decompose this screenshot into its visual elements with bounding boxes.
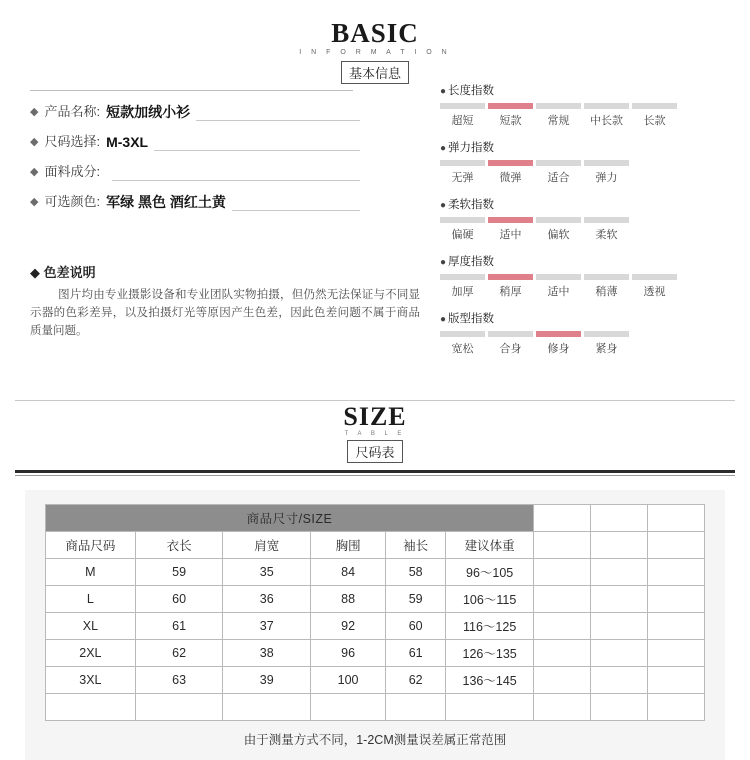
table-row [46,559,705,586]
index-bars [440,274,730,280]
table-cell [591,613,648,640]
size-table [45,504,705,721]
table-cell: 96 [311,640,386,667]
size-table-note: 由于测量方式不同，1-2CM测量误差属正常范围 [243,733,507,747]
index-label: 弹力 [595,172,618,184]
bullet-icon: ● [440,86,447,97]
table-cell: 38 [223,640,311,667]
index-bars [440,160,730,166]
table-cell: 36 [223,586,311,613]
size-table-title-blank [647,505,704,532]
table-cell: 61 [386,640,446,667]
index-label: 中长款 [590,115,623,127]
index-label: 适中 [499,229,522,241]
table-cell [534,694,591,721]
table-cell: XL [46,613,136,640]
index-label: 无弹 [451,172,474,184]
size-table-title-blank [534,505,591,532]
table-cell: 106～115 [446,586,534,613]
table-cell: 59 [135,559,223,586]
index-label: 紧身 [595,343,618,355]
table-cell [591,559,648,586]
size-section-bottom-divider [15,470,735,473]
size-table-header-cell: 袖长 [386,532,446,559]
table-cell [647,559,704,586]
table-cell [591,694,648,721]
info-value: 军绿 黑色 酒红土黄 [106,194,226,210]
index-label: 偏软 [547,229,570,241]
basic-information-header [0,18,750,84]
index-label: 短款 [499,115,522,127]
size-section-top-divider [15,400,735,401]
diamond-icon: ◆ [30,136,39,148]
table-cell [446,694,534,721]
table-cell [591,640,648,667]
table-cell: 96～105 [446,559,534,586]
table-cell [591,586,648,613]
index-label: 透视 [643,286,666,298]
index-labels [440,226,730,242]
info-row-colors [30,193,360,211]
table-cell: 116～125 [446,613,534,640]
index-label: 微弹 [499,172,522,184]
index-group-fit [440,310,730,356]
table-row [46,586,705,613]
table-cell: 2XL [46,640,136,667]
size-table-header-cell [534,532,591,559]
table-cell: 60 [135,586,223,613]
index-label: 偏硬 [451,229,474,241]
table-row [46,613,705,640]
info-label: 产品名称: [44,104,101,119]
index-label: 修身 [547,343,570,355]
index-label: 长款 [643,115,666,127]
size-table-header-row [46,532,705,559]
index-bars [440,331,730,337]
color-note-text [30,286,420,340]
index-label: 适中 [547,286,570,298]
table-cell: 58 [386,559,446,586]
table-row [46,640,705,667]
index-label: 常规 [547,115,570,127]
diamond-icon: ◆ [30,106,39,118]
index-label: 宽松 [451,343,474,355]
index-label: 超短 [451,115,474,127]
info-underline [112,164,360,181]
table-cell [534,613,591,640]
index-label: 柔软 [595,229,618,241]
bullet-icon: ● [440,257,447,268]
index-group-length [440,82,730,128]
index-label: 适合 [547,172,570,184]
table-cell [135,694,223,721]
table-cell [311,694,386,721]
table-cell: 88 [311,586,386,613]
basic-cn-label: 基本信息 [341,61,409,84]
bullet-icon: ● [440,200,447,211]
index-label: 加厚 [451,286,474,298]
product-info-block [30,90,360,211]
table-cell: 59 [386,586,446,613]
info-value: 短款加绒小衫 [106,104,191,120]
table-cell [46,694,136,721]
index-bars [440,103,730,109]
index-bars [440,217,730,223]
index-title: ● 长度指数 [440,85,495,97]
size-table-title: 商品尺寸/SIZE [46,505,534,532]
product-index-block [440,82,730,367]
bullet-icon: ● [440,314,447,325]
table-cell [647,694,704,721]
table-cell [647,613,704,640]
index-label: 合身 [499,343,522,355]
table-cell: 136～145 [446,667,534,694]
info-divider [30,90,353,91]
size-table-header-cell: 商品尺码 [46,532,136,559]
info-underline [154,134,360,151]
table-row [46,667,705,694]
table-cell: 3XL [46,667,136,694]
size-table-header-cell [591,532,648,559]
bullet-icon: ● [440,143,447,154]
table-cell: 126～135 [446,640,534,667]
basic-title: BASIC [331,18,419,48]
index-group-elasticity [440,139,730,185]
table-row [46,694,705,721]
table-cell [647,667,704,694]
size-title: SIZE [343,402,407,431]
diamond-icon: ◆ [30,196,39,208]
size-table-title-row [46,505,705,532]
index-labels [440,112,730,128]
table-cell: 37 [223,613,311,640]
table-cell: L [46,586,136,613]
size-table-title-blank [591,505,648,532]
index-label: 稍厚 [499,286,522,298]
info-label: 可选颜色: [44,194,101,209]
info-underline [196,104,360,121]
table-cell: 84 [311,559,386,586]
size-table-header-cell: 肩宽 [223,532,311,559]
size-subtitle: T A B L E [344,431,406,437]
table-cell: 61 [135,613,223,640]
size-header [0,403,750,463]
table-cell: M [46,559,136,586]
index-group-softness [440,196,730,242]
color-note-block [30,262,420,340]
table-cell [647,640,704,667]
index-title: ● 弹力指数 [440,142,495,154]
table-cell: 60 [386,613,446,640]
table-cell [534,640,591,667]
size-cn-label: 尺码表 [347,440,402,463]
index-labels [440,340,730,356]
info-value: M-3XL [106,134,149,150]
index-title: ● 版型指数 [440,313,495,325]
table-cell: 62 [135,640,223,667]
info-row-fabric [30,163,360,181]
info-label: 尺码选择: [44,134,101,149]
index-title: ● 厚度指数 [440,256,495,268]
table-cell: 63 [135,667,223,694]
color-note-title: ◆ 色差说明 [30,265,96,280]
info-underline [232,194,360,211]
table-cell: 100 [311,667,386,694]
table-cell [647,586,704,613]
color-note-body: 图片均由专业摄影设备和专业团队实物拍摄，但仍然无法保证与不同显示器的色彩差异，以及拍摄灯光等原因产生色差，因此色差问题不属于商品质量问题。 [30,289,420,337]
info-row-size-choice [30,133,360,151]
index-group-thickness [440,253,730,299]
table-cell: 35 [223,559,311,586]
table-cell: 39 [223,667,311,694]
table-cell: 92 [311,613,386,640]
index-label: 稍薄 [595,286,618,298]
size-table-header-cell: 衣长 [135,532,223,559]
table-cell [223,694,311,721]
info-row-product-name [30,103,360,121]
size-table-header-cell [647,532,704,559]
table-cell [386,694,446,721]
size-table-header-cell: 建议体重 [446,532,534,559]
table-cell: 62 [386,667,446,694]
table-cell [534,586,591,613]
size-table-wrapper [25,490,725,760]
table-cell [534,667,591,694]
index-labels [440,169,730,185]
diamond-icon: ◆ [30,166,39,178]
basic-subtitle: I N F O R M A T I O N [299,49,451,56]
index-labels [440,283,730,299]
table-cell [534,559,591,586]
size-table-header-cell: 胸围 [311,532,386,559]
size-section-bottom-divider-thin [15,475,735,476]
table-cell [591,667,648,694]
info-label: 面料成分: [44,164,101,179]
index-title: ● 柔软指数 [440,199,495,211]
